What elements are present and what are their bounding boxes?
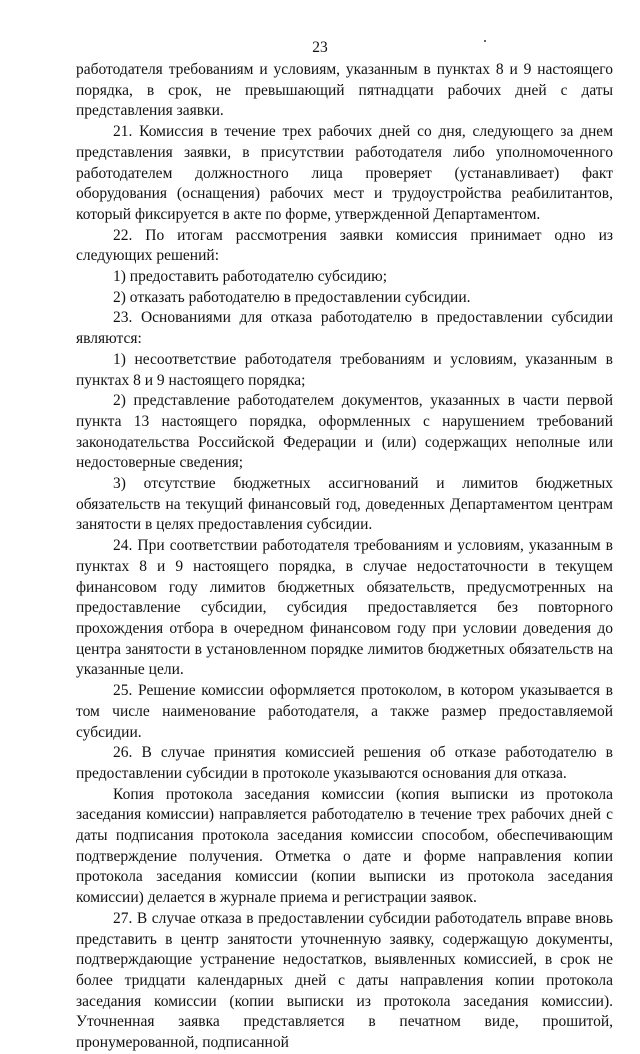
paragraph: 2) представление работодателем документов, указанных в части первой пункта 13 настоящего порядка, оформленных с нарушением требований законодательства Российской Федерации и (или) содержащих неполные или недостоверные сведения; — [76, 392, 613, 472]
paragraph: работодателя требованиям и условиям, указанным в пунктах 8 и 9 настоящего порядка, в срок, не превышающий пятнадцати рабочих дней с даты представления заявки. — [76, 61, 613, 120]
paragraph: 21. Комиссия в течение трех рабочих дней со дня, следующего за днем представления заявки, в присутствии работодателя либо уполномоченного работодателем должностного лица проверяет (устанавливает) факт оборудования (оснащения) рабочих мест и трудоустройства реабилитантов, который фиксируется в акте по форме, утвержденной Департаментом. — [76, 123, 613, 223]
scan-speck — [484, 40, 486, 42]
paragraph: 1) несоответствие работодателя требованиям и условиям, указанным в пунктах 8 и 9 настоящего порядка; — [76, 350, 613, 389]
paragraph: 3) отсутствие бюджетных ассигнований и лимитов бюджетных обязательств на текущий финансовый год, доведенных Департаментом центрам занятости в целях предоставления субсидии. — [76, 475, 613, 534]
paragraph: 27. В случае отказа в предоставлении субсидии работодатель вправе вновь представить в центр занятости уточненную заявку, содержащую документы, подтверждающие устранение недостатков, выявленных комиссией, в срок не более тридцати календарных дней с даты направления копии протокола заседания комиссии (копии выписки из протокола заседания комиссии). Уточненная заявка представляется в печатном виде, прошитой, пронумерованной, подписанной — [76, 909, 613, 1052]
paragraph: 2) отказать работодателю в предоставлении субсидии. — [113, 288, 471, 306]
page-number: 23 — [312, 39, 328, 56]
paragraph: 24. При соответствии работодателя требованиям и условиям, указанным в пунктах 8 и 9 настоящего порядка, в случае недостаточности в текущем финансовом году лимитов бюджетных обязательств, предусмотренных на предоставление субсидии, субсидия предоставляется без повторного прохождения отбора в очередном финансовом году при условии доведения до центра занятости в установленном порядке лимитов бюджетных обязательств на указанные цели. — [76, 537, 613, 679]
paragraph: Копия протокола заседания комиссии (копия выписки из протокола заседания комиссии) направляется работодателю в течение трех рабочих дней с даты подписания протокола заседания комиссии способом, обеспечивающим подтверждение получения. Отметка о дате и форме направления копии протокола заседания комиссии (копии выписки из протокола заседания комиссии) делается в журнале приема и регистрации заявок. — [76, 785, 613, 907]
paragraph: 26. В случае принятия комиссией решения об отказе работодателю в предоставлении субсидии в протоколе указываются основания для отказа. — [76, 744, 613, 782]
paragraph: 1) предоставить работодателю субсидию; — [113, 268, 388, 286]
paragraph: 25. Решение комиссии оформляется протоколом, в котором указывается в том числе наименование работодателя, а также размер предоставляемой субсидии. — [76, 682, 613, 741]
paragraph: 23. Основаниями для отказа работодателю в предоставлении субсидии являются: — [76, 309, 613, 348]
paragraph: 22. По итогам рассмотрения заявки комиссия принимает одно из следующих решений: — [76, 226, 613, 265]
